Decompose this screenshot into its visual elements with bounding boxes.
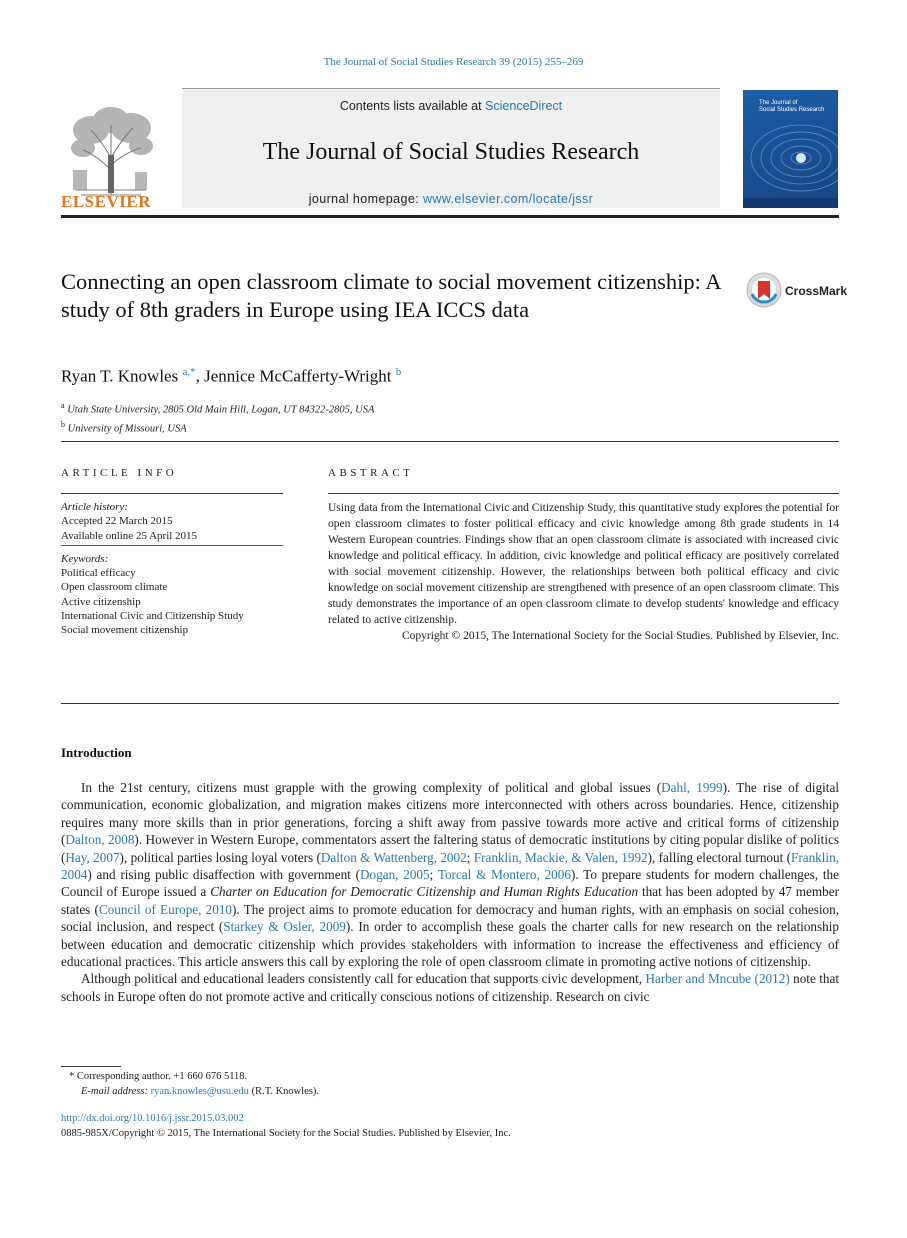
- article-info-rule: [61, 493, 283, 494]
- body-text: ). However in Western Europe, commentators assert the faltering status of democratic institutions by citing popular dislike of politics (: [61, 832, 839, 865]
- body-text: ) and rising public disaffection with government (: [87, 867, 361, 883]
- author-line: [61, 366, 401, 387]
- keyword-item: Political efficacy: [61, 567, 136, 580]
- body-text: ), falling electoral turnout (: [647, 849, 791, 865]
- section-divider: [61, 441, 839, 442]
- keyword-item: Active citizenship: [61, 595, 141, 608]
- journal-cover-thumbnail[interactable]: [743, 90, 838, 208]
- author-affiliation-mark[interactable]: a,*: [182, 366, 196, 378]
- citation-link[interactable]: Franklin, Mackie, & Valen, 1992: [473, 849, 648, 865]
- article-title: Connecting an open classroom climate to social movement citizenship: A study of 8th graders in Europe using IEA ICCS data: [61, 269, 721, 322]
- journal-title: The Journal of Social Studies Research: [262, 139, 640, 165]
- affiliation-text: University of Missouri, USA: [67, 423, 187, 434]
- body-text: ), political parties losing loyal voters (: [119, 849, 321, 865]
- body-paragraph: [61, 970, 839, 1005]
- author-affiliation-mark[interactable]: b: [395, 366, 402, 378]
- elsevier-wordmark[interactable]: ELSEVIER: [61, 192, 151, 211]
- email-note: [61, 1085, 839, 1100]
- doi-link[interactable]: http://dx.doi.org/10.1016/j.jssr.2015.03.002: [61, 1113, 244, 1124]
- citation-link[interactable]: Dahl, 1999: [661, 780, 723, 795]
- affiliation-mark: a: [61, 401, 65, 410]
- contents-prefix: Contents lists available at: [339, 99, 486, 113]
- author-separator: ,: [195, 366, 205, 386]
- article-info: [61, 500, 283, 638]
- author-name[interactable]: Ryan T. Knowles: [61, 366, 179, 386]
- body-text: ). The rise of digital communication, economic globalization, and migration makes citizens more interconnected with others across boundaries. Hence, citizenship requires many more skills than in prior generations, forcing a shift away from passive towards more active and critical forms of citizenship (: [61, 780, 839, 848]
- history-label: Article history:: [61, 501, 128, 513]
- footnote-rule: [61, 1066, 121, 1067]
- keyword-item: International Civic and Citizenship Study: [61, 610, 244, 623]
- keyword-item: Open classroom climate: [61, 581, 168, 594]
- accepted-date: Accepted 22 March 2015: [61, 515, 173, 528]
- body-text: ). In order to accomplish these goals the charter calls for new research on the relationship between education and democratic citizenship which provides stakeholders with information to increase the effectiveness and efficiency of educational practices. This article answers this call by exploring the role of open classroom climate in promoting active notions of citizenship.: [61, 919, 840, 970]
- doi-block: [61, 1112, 511, 1141]
- citation-link[interactable]: Starkey & Osler, 2009: [223, 919, 346, 935]
- citation-link[interactable]: Torcal & Montero, 2006: [437, 867, 571, 883]
- email-label: E-mail address:: [81, 1085, 151, 1097]
- author-name[interactable]: Jennice McCafferty-Wright: [204, 366, 392, 386]
- cover-globe-graphic: [743, 90, 838, 208]
- sciencedirect-link[interactable]: ScienceDirect: [485, 99, 563, 113]
- article-info-heading: ARTICLE INFO: [61, 467, 178, 479]
- section-divider: [61, 703, 839, 704]
- affiliations: [61, 399, 374, 436]
- citation-link[interactable]: Dogan, 2005: [360, 867, 430, 883]
- masthead: [61, 88, 839, 216]
- email-link[interactable]: ryan.knowles@usu.edu: [150, 1085, 249, 1097]
- body-text: note that schools in Europe often do not promote active and critically conscious notions of citizenship. Research on civic: [61, 971, 839, 1004]
- keywords-label: Keywords:: [61, 552, 109, 565]
- affiliation-a: [61, 399, 374, 418]
- citation-link[interactable]: Hay, 2007: [65, 849, 120, 865]
- crossmark-badge[interactable]: [746, 270, 848, 310]
- homepage-line: [182, 192, 720, 206]
- introduction-body: [61, 779, 839, 1005]
- abstract-body: Using data from the International Civic and Citizenship Study, this quantitative study explores the potential for open classroom climates to foster political efficacy and civic knowledge among 8th grade students in 14 Western European countries. Findings show that an open classroom climate is associated with increased civic knowledge and political efficacy. In addition, civic knowledge and political efficacy are positively correlated with social movement citizenship. However, the relationships between both political efficacy and civic knowledge on social movement citizenship are strengthened with presence of an open classroom climate. This study demonstrates the importance of an open classroom climate to develop students' knowledge and efficacy related to active citizenship.: [328, 502, 839, 626]
- citation-link[interactable]: Dalton & Wattenberg, 2002: [320, 849, 467, 865]
- affiliation-b: [61, 418, 374, 437]
- cover-title-line-1: The Journal of: [759, 100, 798, 106]
- body-text: ). To prepare students for modern challenges, the Council of Europe issued a: [61, 867, 839, 900]
- body-text: ). The project aims to promote education for democracy and human rights, with an emphasis on social cohesion, social inclusion, and respect (: [61, 901, 839, 935]
- italic-title: Charter on Education for Democratic Citizenship and Human Rights Education: [210, 884, 639, 900]
- footnotes: [61, 1070, 839, 1099]
- keyword-item: Social movement citizenship: [61, 624, 189, 637]
- journal-header-box: [182, 88, 720, 208]
- available-date: Available online 25 April 2015: [61, 529, 283, 546]
- masthead-rule: [61, 215, 839, 218]
- contents-line: [182, 99, 720, 113]
- issn-copyright: 0885-985X/Copyright © 2015, The International Society for the Social Studies. Published by Elsevier, Inc.: [61, 1127, 511, 1139]
- homepage-prefix: journal homepage:: [308, 192, 423, 206]
- body-text: ;: [429, 867, 438, 883]
- body-paragraph: [61, 779, 839, 970]
- body-text: Although political and educational leaders consistently call for education that supports civic development,: [81, 971, 646, 987]
- affiliation-mark: b: [61, 419, 65, 429]
- citation-link[interactable]: Franklin, 2004: [61, 849, 839, 883]
- cover-title-line-2: Social Studies Research: [759, 107, 825, 113]
- citation-link[interactable]: Dalton, 2008: [65, 832, 135, 848]
- abstract-copyright: Copyright © 2015, The International Society for the Social Studies. Published by Elsevier, Inc.: [401, 630, 839, 642]
- crossmark-label: CrossMark: [785, 284, 848, 298]
- email-suffix: (R.T. Knowles).: [248, 1085, 320, 1097]
- citation-link[interactable]: Harber and Mncube (2012): [645, 971, 790, 987]
- running-head[interactable]: The Journal of Social Studies Research 39 (2015) 255–269: [323, 56, 584, 68]
- citation-link[interactable]: Council of Europe, 2010: [98, 901, 233, 917]
- corresponding-author-note: * Corresponding author. +1 660 676 5118.: [69, 1071, 248, 1082]
- introduction-heading: Introduction: [61, 745, 132, 760]
- abstract: [328, 500, 839, 644]
- homepage-link[interactable]: www.elsevier.com/locate/jssr: [422, 192, 594, 206]
- body-text: that has been adopted by 47 member states (: [61, 884, 840, 917]
- abstract-rule: [328, 493, 839, 494]
- body-text: ;: [466, 849, 474, 865]
- abstract-heading: ABSTRACT: [328, 467, 414, 479]
- crossmark-icon: [746, 272, 782, 308]
- body-text: In the 21st century, citizens must grapple with the growing complexity of political and global issues (: [81, 780, 662, 795]
- affiliation-text: Utah State University, 2805 Old Main Hill, Logan, UT 84322-2805, USA: [67, 404, 375, 416]
